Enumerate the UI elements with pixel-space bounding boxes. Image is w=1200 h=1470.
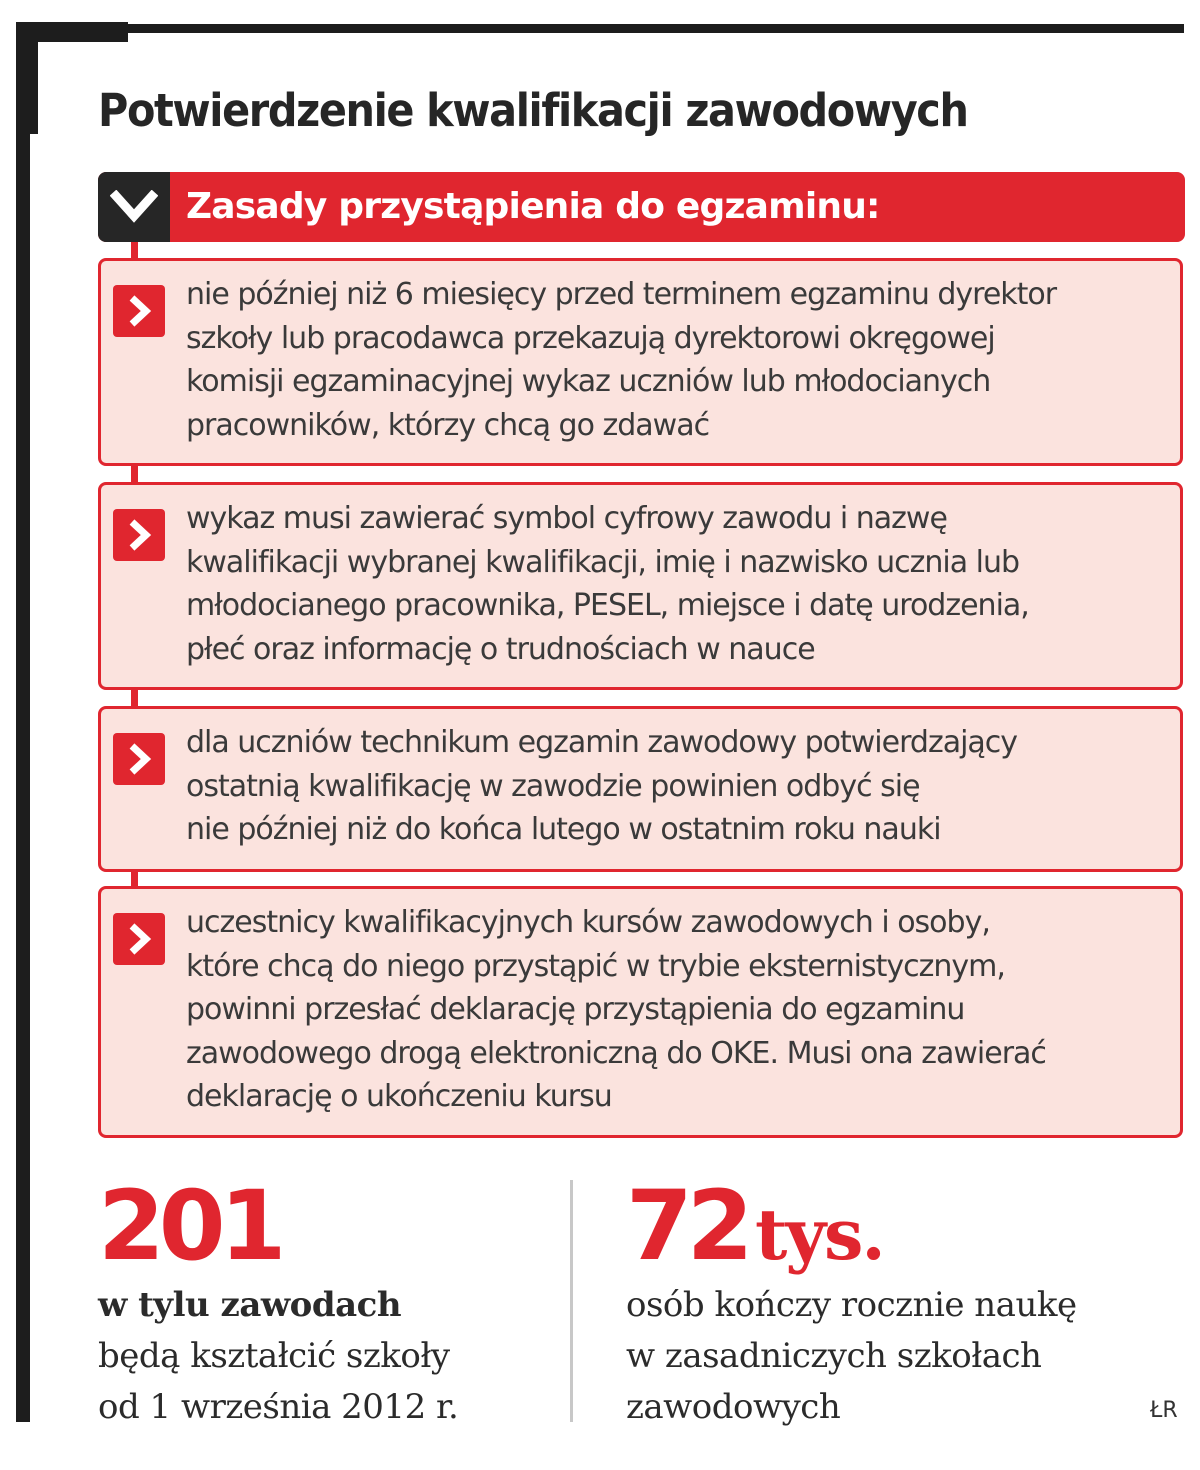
rule-text: wykaz musi zawierać symbol cyfrowy zawodu i nazwę kwalifikacji wybranej kwalifikacji, imię i nazwisko ucznia lub młodocianego pracownika, PESEL, miejsce i datę urodzenia, płeć oraz informację o trudnościach w nauce xyxy=(186,501,1029,667)
page-title: Potwierdzenie kwalifikacji zawodowych xyxy=(98,84,968,137)
frame-notch xyxy=(16,22,38,134)
rule-item xyxy=(98,258,1183,466)
stat-lead: w tylu zawodach xyxy=(98,1285,402,1325)
author-credit: ŁR xyxy=(1150,1398,1178,1423)
rule-text: nie później niż 6 miesięcy przed terminem egzaminu dyrektor szkoły lub pracodawca przekazują dyrektorowi okręgowej komisji egzaminacyjnej wykaz uczniów lub młodocianych pracowników, którzy chcą go zdawać xyxy=(186,277,1057,443)
chevron-down-icon xyxy=(98,172,170,242)
stat-text: osób kończy rocznie naukę xyxy=(626,1285,1077,1325)
rule-text: dla uczniów technikum egzamin zawodowy potwierdzający ostatnią kwalifikację w zawodzie powinien odbyć się nie później niż do końca lutego w ostatnim roku nauki xyxy=(186,725,1018,847)
stat-text: od 1 września 2012 r. xyxy=(98,1387,459,1427)
rule-text: uczestnicy kwalifikacyjnych kursów zawodowych i osoby, które chcą do niego przystąpić w trybie eksternistycznym, powinni przesłać deklarację przystąpienia do egzaminu zawodowego drogą elektroniczną do OKE. Musi ona zawierać deklarację o ukończeniu kursu xyxy=(186,905,1046,1114)
stat-divider xyxy=(570,1180,573,1422)
stat-number: 72 xyxy=(626,1170,748,1282)
rule-item xyxy=(98,886,1183,1138)
section-header xyxy=(98,172,1185,242)
rule-item xyxy=(98,482,1183,690)
stat-text: będą kształcić szkoły xyxy=(98,1336,450,1376)
frame-top-rule xyxy=(16,24,1184,33)
stat-number: 201 xyxy=(98,1170,281,1282)
frame-left-rule xyxy=(16,22,30,1422)
stat-text: zawodowych xyxy=(626,1387,841,1427)
stat-text: w zasadniczych szkołach xyxy=(626,1336,1042,1376)
chevron-right-icon xyxy=(113,285,165,337)
section-header-label: Zasady przystąpienia do egzaminu: xyxy=(186,186,880,227)
chevron-right-icon xyxy=(113,913,165,965)
chevron-right-icon xyxy=(113,509,165,561)
rule-item xyxy=(98,706,1183,872)
chevron-right-icon xyxy=(113,733,165,785)
stat-unit: tys. xyxy=(755,1193,884,1276)
